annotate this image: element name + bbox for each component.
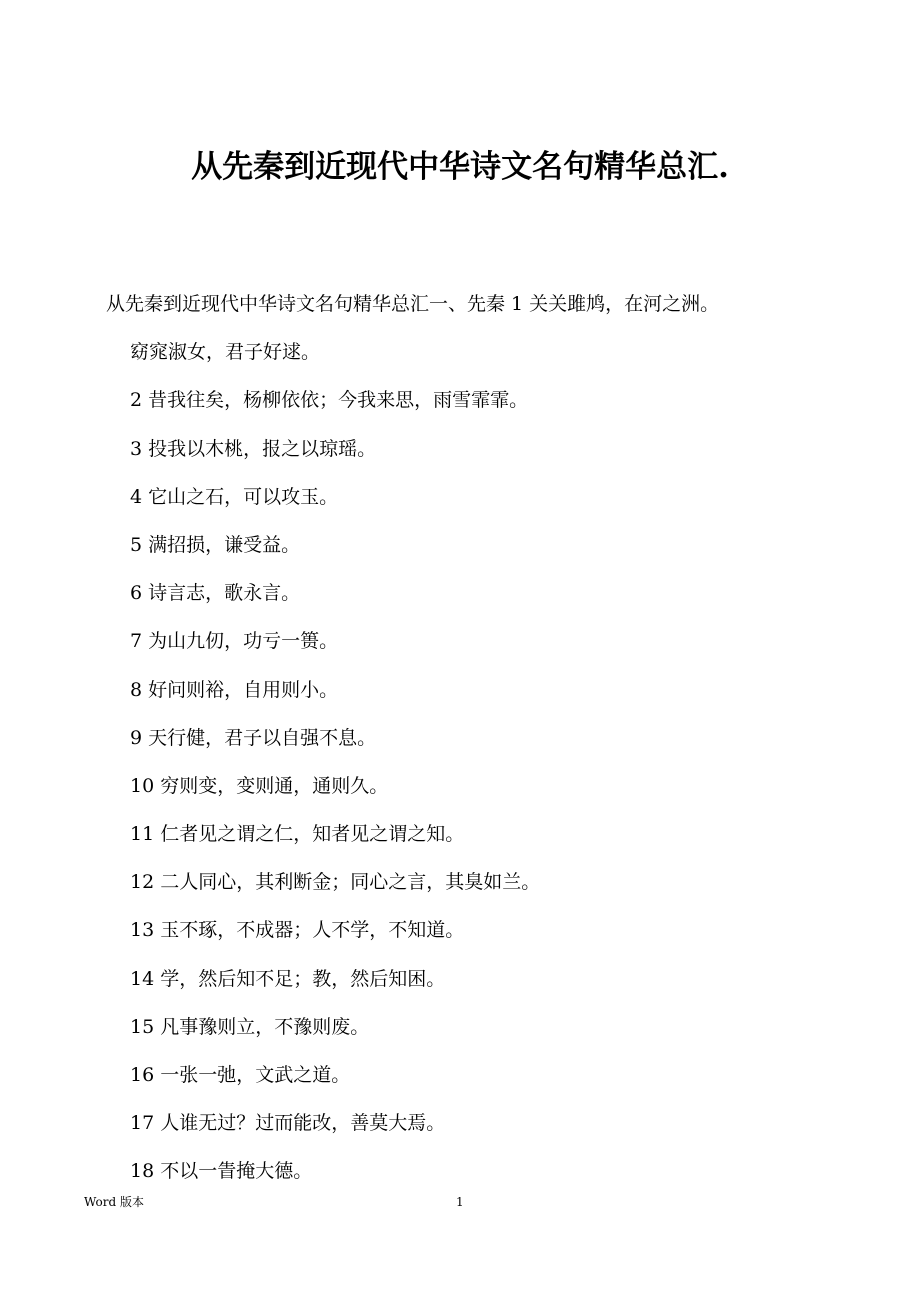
body-line: 从先秦到近现代中华诗文名句精华总汇一、先秦 1 关关雎鸠，在河之洲。 bbox=[106, 293, 720, 315]
body-line: 8 好问则裕，自用则小。 bbox=[130, 678, 339, 701]
body-line: 3 投我以木桃，报之以琼瑶。 bbox=[130, 437, 377, 460]
body-line: 6 诗言志，歌永言。 bbox=[130, 582, 301, 605]
body-line: 15 凡事豫则立，不豫则废。 bbox=[130, 1015, 370, 1038]
footer-page-number: 1 bbox=[456, 1195, 464, 1209]
footer-version-label: Word 版本 bbox=[84, 1195, 144, 1209]
document-body bbox=[106, 280, 896, 1196]
body-line: 7 为山九仞，功亏一篑。 bbox=[130, 630, 339, 653]
body-line: 2 昔我往矣，杨柳依依；今我来思，雨雪霏霏。 bbox=[130, 389, 529, 412]
body-line: 17 人谁无过？过而能改，善莫大焉。 bbox=[130, 1112, 446, 1135]
document-title: 从先秦到近现代中华诗文名句精华总汇. bbox=[191, 149, 729, 185]
body-line: 窈窕淑女，君子好逑。 bbox=[130, 341, 321, 364]
body-line: 4 它山之石，可以攻玉。 bbox=[130, 485, 339, 508]
body-line: 13 玉不琢，不成器；人不学，不知道。 bbox=[130, 919, 465, 942]
body-line: 9 天行健，君子以自强不息。 bbox=[130, 726, 377, 749]
body-line: 12 二人同心，其利断金；同心之言，其臭如兰。 bbox=[130, 871, 541, 894]
body-line: 16 一张一弛，文武之道。 bbox=[130, 1064, 351, 1086]
body-line: 11 仁者见之谓之仁，知者见之谓之知。 bbox=[130, 823, 465, 846]
body-line: 10 穷则变，变则通，通则久。 bbox=[130, 774, 389, 797]
body-line: 5 满招损，谦受益。 bbox=[130, 533, 301, 556]
body-line: 18 不以一眚掩大德。 bbox=[130, 1160, 313, 1183]
body-line: 14 学，然后知不足；教，然后知困。 bbox=[130, 967, 446, 990]
